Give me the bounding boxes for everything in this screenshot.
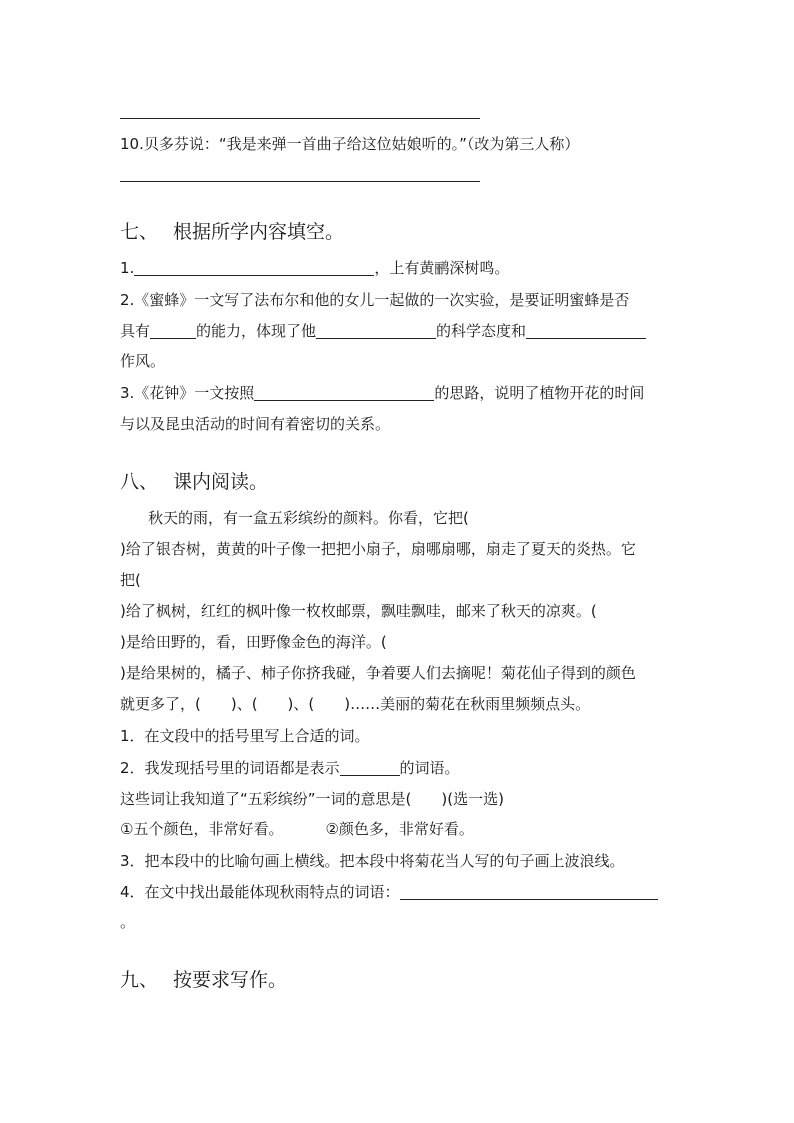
fill-blank[interactable]	[340, 759, 400, 776]
question-10-text: 10.贝多芬说：“我是来弹一首曲子给这位姑娘听的。”（改为第三人称）	[120, 135, 580, 153]
section-9-number: 九、	[120, 969, 159, 991]
answer-line-q10	[120, 181, 480, 182]
section-9-heading	[120, 968, 287, 992]
question-10	[120, 134, 579, 154]
section-7-item-1: 1. ，上有黄鹂深树鸣。	[120, 259, 510, 277]
section-7-item-2-line-2: 具有 的能力，体现了他 的科学态度和	[120, 321, 646, 341]
passage-line: 把(	[120, 571, 141, 589]
option-1[interactable]: ①五个颜色，非常好看。	[120, 820, 284, 838]
section-8-question-4: 4．在文中找出最能体现秋雨特点的词语：	[120, 882, 658, 902]
section-7-item-3-line-2: 与以及昆虫活动的时间有着密切的关系。	[120, 415, 391, 433]
fill-blank[interactable]	[254, 384, 434, 401]
section-8-options	[120, 819, 474, 839]
fill-blank[interactable]	[316, 322, 436, 339]
section-8-question-2-sub: 这些词让我知道了“五彩缤纷”一词的意思是( )(选一选)	[120, 790, 504, 808]
option-2[interactable]: ②颜色多，非常好看。	[325, 820, 474, 838]
section-7-item-3-line-1: 3.《花钟》一文按照 的思路，说明了植物开花的时间	[120, 384, 645, 402]
answer-line-q9	[120, 118, 480, 119]
section-8-question-3: 3．把本段中的比喻句画上横线。把本段中将菊花当人写的句子画上波浪线。	[120, 852, 625, 870]
section-7-item-2-line-3: 作风。	[120, 352, 166, 370]
passage-line: 秋天的雨，有一盒五彩缤纷的颜料。你看，它把(	[148, 509, 469, 527]
section-7-item-2-line-1: 2.《蜜蜂》一文写了法布尔和他的女儿一起做的一次实验，是要证明蜜蜂是否	[120, 291, 630, 309]
passage-line: )是给田野的，看，田野像金色的海洋。(	[120, 633, 387, 651]
section-8-title: 课内阅读。	[173, 471, 269, 493]
section-8-number: 八、	[120, 471, 159, 493]
passage-line: )给了枫树，红红的枫叶像一枚枚邮票，飘哇飘哇，邮来了秋天的凉爽。(	[120, 602, 597, 620]
section-8-question-2: 2．我发现括号里的词语都是表示 的词语。	[120, 759, 460, 777]
section-7-heading	[120, 220, 344, 244]
fill-blank[interactable]	[400, 883, 658, 900]
section-8-question-1: 1．在文段中的括号里写上合适的词。	[120, 727, 370, 745]
passage-line: )给了银杏树，黄黄的叶子像一把把小扇子，扇哪扇哪，扇走了夏天的炎热。它	[120, 540, 636, 558]
section-8-question-4-end: 。	[120, 913, 136, 931]
fill-blank[interactable]	[526, 322, 646, 339]
section-7-number: 七、	[120, 221, 159, 243]
fill-blank[interactable]	[150, 322, 196, 339]
passage-line: 就更多了，( )、( )、( )……美丽的菊花在秋雨里频频点头。	[120, 695, 591, 713]
section-8-heading	[120, 470, 268, 494]
fill-blank[interactable]	[134, 259, 374, 276]
section-7-title: 根据所学内容填空。	[173, 221, 345, 243]
section-9-title: 按要求写作。	[173, 969, 288, 991]
passage-line: )是给果树的，橘子、柿子你挤我碰，争着要人们去摘呢！菊花仙子得到的颜色	[120, 664, 636, 682]
